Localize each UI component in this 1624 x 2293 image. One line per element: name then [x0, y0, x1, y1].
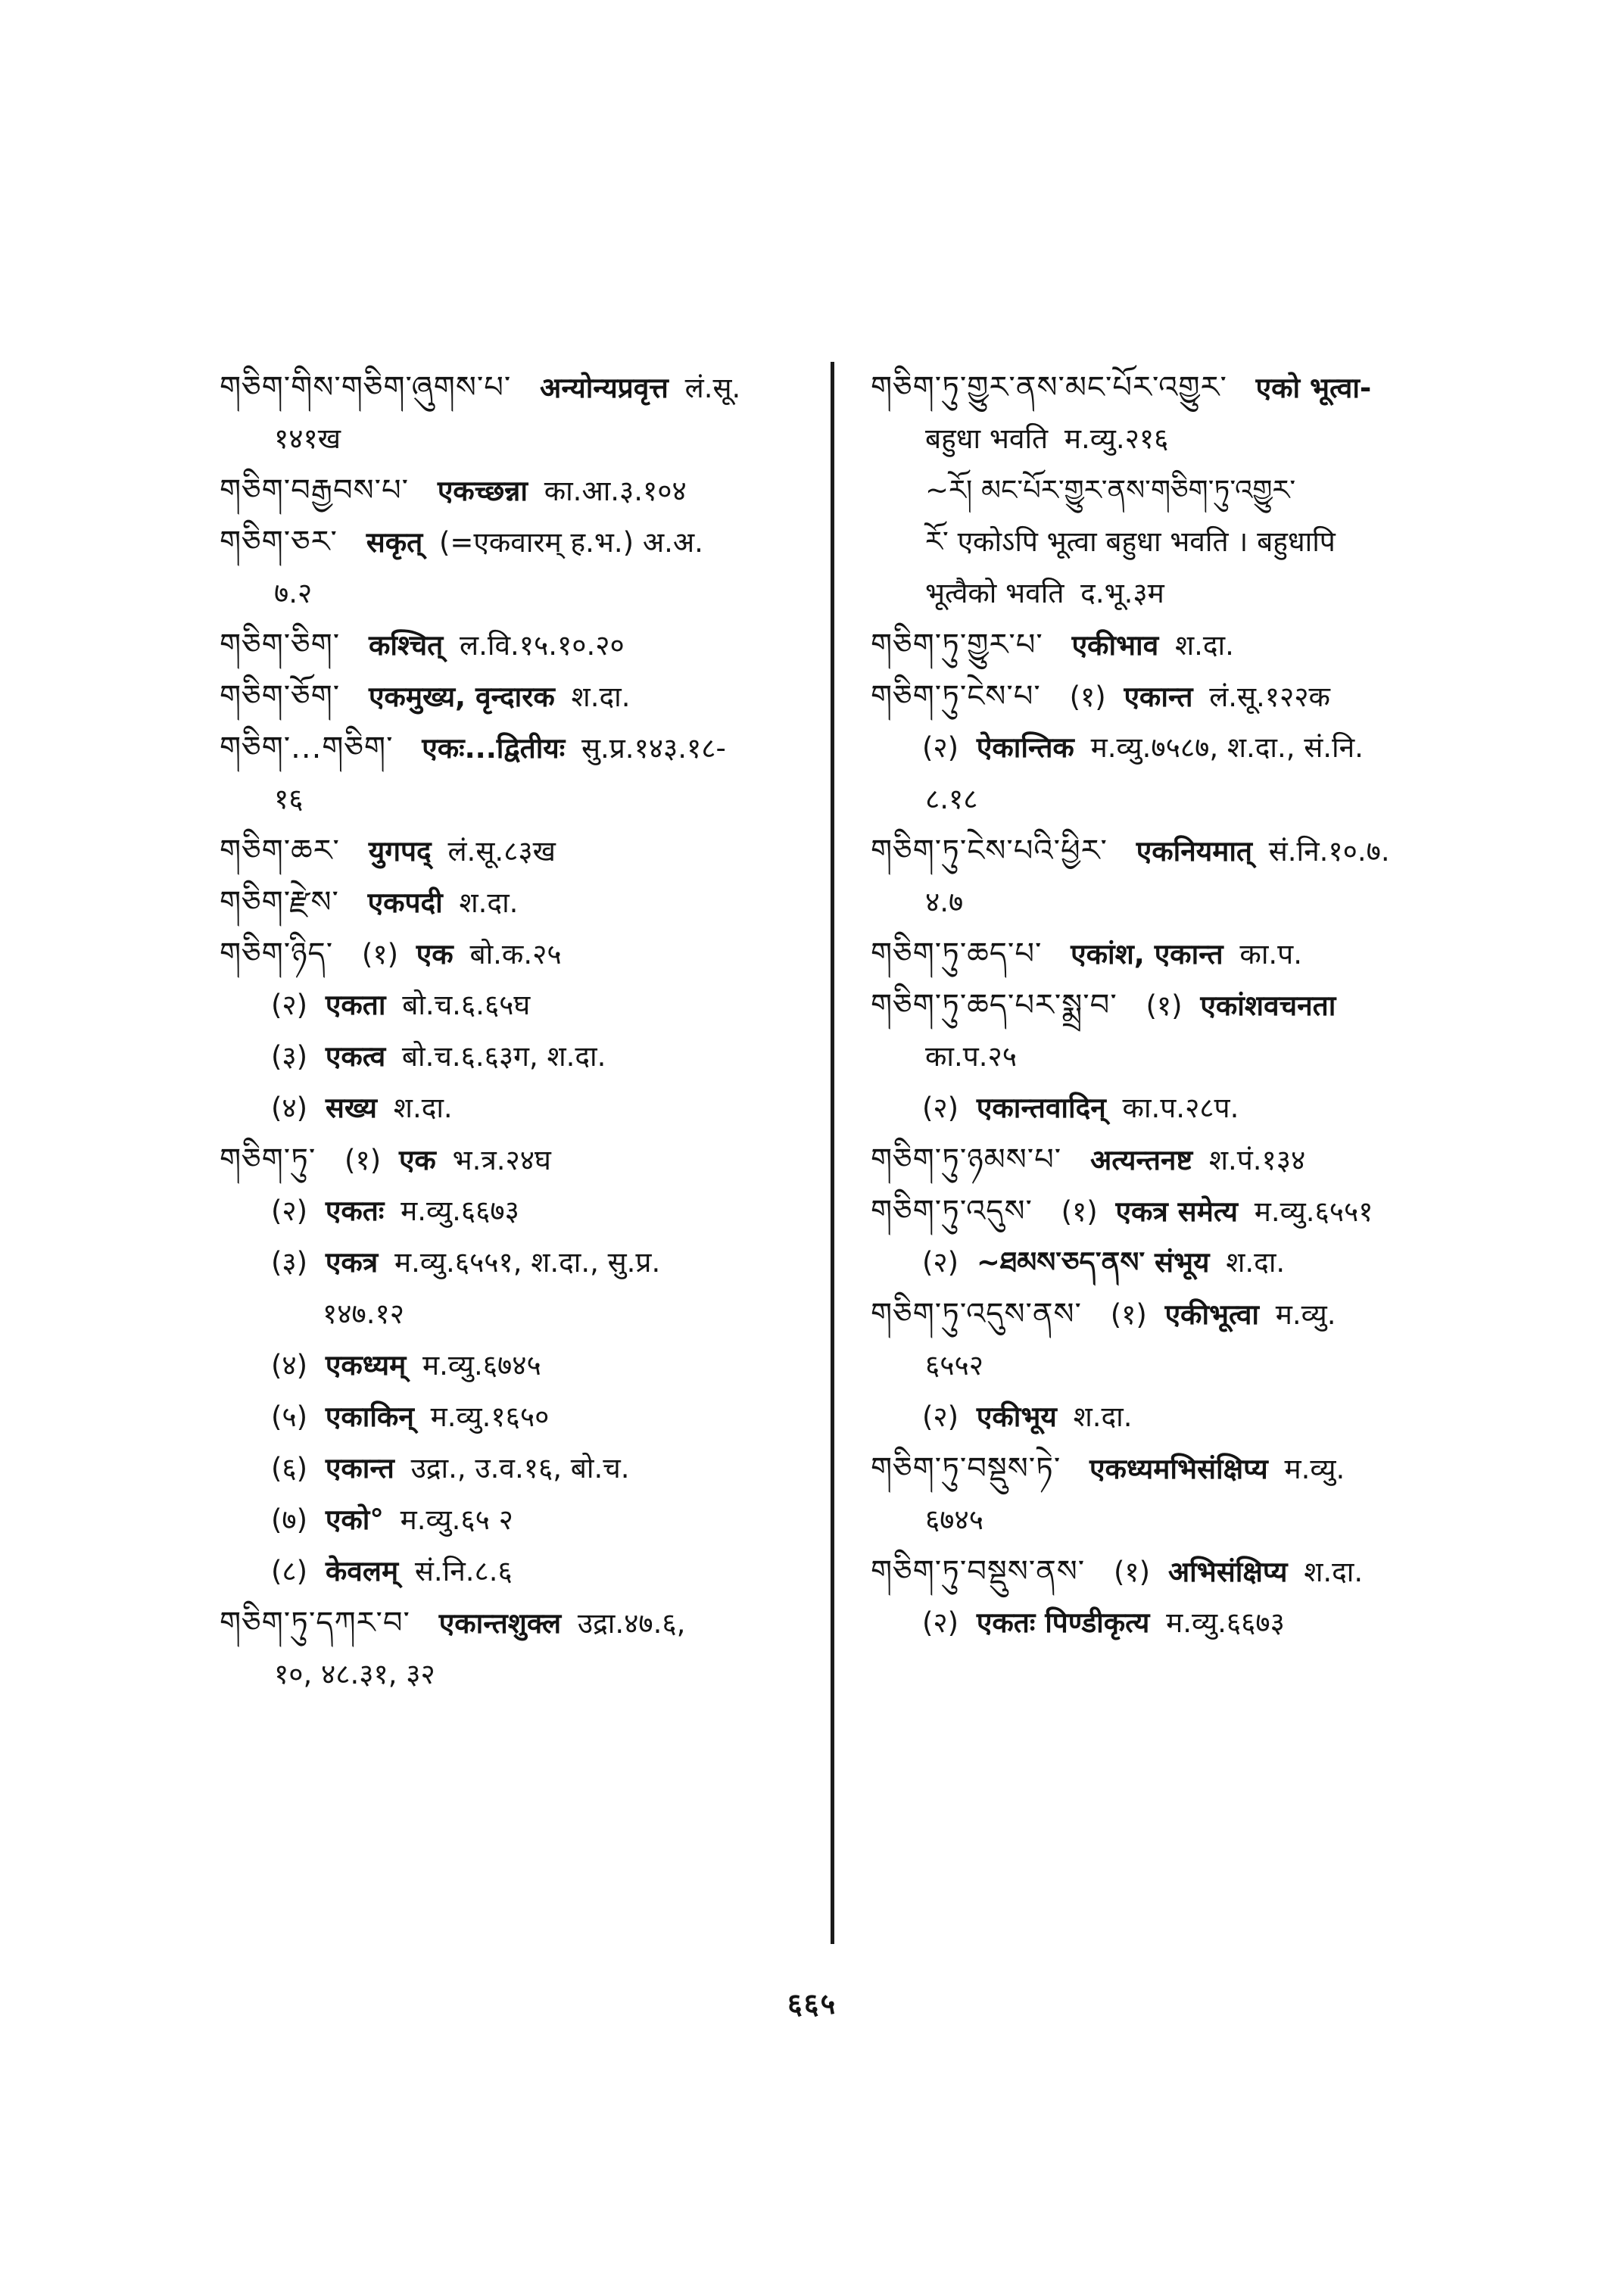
source-reference: का.प. [1239, 938, 1302, 970]
continuation-text: भूत्वैको भवति [925, 577, 1064, 609]
dictionary-entry [871, 928, 1446, 980]
sanskrit-equivalent: युगपद् [368, 835, 432, 868]
tibetan-headword: གཅིག་ཏུ་དཀར་བ་ [220, 1606, 410, 1640]
dictionary-entry [871, 1185, 1446, 1237]
tibetan-headword: གཅིག་ཅར་ [220, 525, 338, 559]
sanskrit-equivalent: अन्योन्यप्रवृत्त [540, 372, 669, 404]
source-reference: बो.क.२५ [469, 938, 562, 970]
source-reference: म.व्यु.६७४५ [422, 1349, 541, 1382]
tibetan-headword: གཅིག་ཅིག་ [220, 628, 341, 662]
sanskrit-equivalent: सकृत् [366, 526, 423, 559]
sanskrit-equivalent: एकांश, एकान्त [1071, 938, 1223, 970]
entry-continuation [871, 877, 1446, 928]
sense-number: (१) [1061, 1195, 1098, 1228]
sanskrit-equivalent: कश्चित् [368, 629, 444, 662]
sense-number: (२) [271, 989, 308, 1021]
tibetan-headword: གཅིག་ཏུ་གྱུར་པ་ [871, 628, 1043, 662]
sanskrit-equivalent: एकता [325, 989, 386, 1021]
sense-number: (१) [1113, 1556, 1151, 1588]
sub-entry [220, 1237, 810, 1288]
sanskrit-equivalent: एकत्र [325, 1246, 379, 1279]
sense-number: (४) [271, 1092, 308, 1124]
dictionary-entry [871, 1443, 1446, 1494]
sub-entry [220, 1391, 810, 1443]
sanskrit-equivalent: एकतः पिण्डीकृत्य [976, 1606, 1150, 1639]
tibetan-headword: གཅིག་ཉིད་ [220, 936, 334, 971]
sense-number: (२) [922, 731, 959, 764]
sense-number: (६) [271, 1452, 308, 1485]
sanskrit-equivalent: एकीभूय [976, 1400, 1057, 1433]
dictionary-entry [871, 825, 1446, 877]
dictionary-entry [220, 465, 810, 516]
continuation-text: १६ [274, 783, 304, 815]
sense-number: (७) [271, 1503, 308, 1536]
source-reference: श.पं.१३४ [1208, 1144, 1306, 1176]
source-reference: म.व्यु.२१६ [1064, 422, 1169, 455]
sense-number: (३) [271, 1040, 308, 1073]
sanskrit-equivalent: एक [416, 938, 454, 970]
sanskrit-equivalent: अभिसंक्षिप्य [1167, 1556, 1288, 1588]
entry-continuation [220, 1288, 810, 1340]
continuation-text: ६७४५ [925, 1503, 983, 1536]
entry-continuation [871, 774, 1446, 825]
source-reference: लं.सू.१२२क [1209, 681, 1330, 713]
sanskrit-equivalent: एकांशवचनता [1200, 989, 1336, 1022]
tibetan-headword: གཅིག་ཏུ་ཆད་པ་ [871, 936, 1043, 971]
sanskrit-equivalent: एक [398, 1144, 436, 1176]
source-reference: म.व्यु.६५५१ [1254, 1195, 1373, 1228]
source-reference: म.व्यु.६६७३ [1166, 1606, 1285, 1639]
dictionary-entry [220, 1597, 810, 1649]
sanskrit-equivalent: ऐकान्तिक [976, 731, 1074, 764]
dictionary-entry [220, 516, 810, 568]
source-reference: द.भू.३म [1080, 577, 1164, 609]
dictionary-entry [220, 619, 810, 671]
sanskrit-equivalent: एकीभूत्वा [1164, 1298, 1260, 1331]
sense-number: (२) [922, 1246, 959, 1279]
dictionary-entry [220, 362, 810, 413]
sanskrit-equivalent: एकध्यमभिसंक्षिप्य [1089, 1453, 1268, 1485]
entry-continuation [871, 568, 1446, 619]
sub-entry [871, 1597, 1446, 1649]
entry-continuation [220, 774, 810, 825]
sub-entry [871, 1237, 1446, 1288]
sub-entry [220, 1494, 810, 1546]
source-reference: म.व्यु. [1275, 1298, 1336, 1331]
sub-entry [220, 1031, 810, 1083]
continuation-text: ६५५२ [925, 1349, 983, 1382]
continuation-text: का.प.२५ [925, 1040, 1018, 1073]
entry-continuation [871, 465, 1446, 516]
source-reference: का.प.२८प. [1122, 1092, 1239, 1124]
sub-entry [220, 1546, 810, 1597]
sub-entry [220, 1083, 810, 1134]
sense-number: (२) [271, 1195, 308, 1227]
entry-continuation [871, 413, 1446, 465]
dictionary-entry [220, 825, 810, 877]
source-reference: म.व्यु.६५ २ [400, 1503, 513, 1536]
entry-continuation [871, 1031, 1446, 1083]
sense-number: (२) [922, 1606, 959, 1639]
source-reference: श.दा. [393, 1092, 453, 1124]
tibetan-headword: གཅིག་ཏུ་ [220, 1142, 316, 1177]
dictionary-entry [871, 1134, 1446, 1185]
tibetan-headword: གཅིག་བརྒྱབས་པ་ [220, 473, 410, 508]
source-reference: म.व्यु.७५८७, श.दा., सं.नि. [1090, 731, 1364, 764]
tibetan-headword: གཅིག་རྫེས་ [220, 885, 339, 920]
sanskrit-equivalent: एकान्तवादिन् [976, 1092, 1106, 1124]
sub-entry [220, 1185, 810, 1237]
dictionary-entry [871, 1546, 1446, 1597]
continuation-text: बहुधा भवति [925, 422, 1049, 455]
tibetan-headword: གཅིག་གིས་གཅིག་ཞུགས་པ་ [220, 370, 512, 405]
source-reference: (=एकवारम् ह.भ.) अ.अ. [438, 526, 703, 559]
sanskrit-equivalent: एकध्यम् [325, 1349, 407, 1382]
source-reference: श.दा. [1226, 1246, 1286, 1279]
sense-number: (८) [271, 1555, 308, 1587]
left-column [220, 362, 810, 1700]
sanskrit-equivalent: एको भूत्वा- [1255, 372, 1372, 404]
source-reference: श.दा. [1073, 1400, 1133, 1433]
sanskrit-equivalent: एकतः [325, 1195, 385, 1227]
sanskrit-equivalent: एकः...द्वितीयः [422, 732, 566, 765]
dictionary-entry [220, 722, 810, 774]
source-reference: का.आ.३.१०४ [544, 475, 687, 507]
source-reference: म.व्यु.६५५१, श.दा., सु.प्र. [394, 1246, 661, 1279]
source-reference: भ.त्र.२४घ [452, 1144, 551, 1176]
source-reference: ल.वि.१५.१०.२० [460, 629, 625, 662]
source-reference: लं.सू.८३ख [447, 835, 556, 868]
source-reference: म.व्यु.१६५० [430, 1400, 550, 1433]
sanskrit-equivalent: एकत्व [325, 1040, 386, 1073]
dictionary-entry [220, 928, 810, 980]
tibetan-headword: གཅིག་ཏུ་བསྡུས་ནས་ [871, 1554, 1086, 1589]
sanskrit-equivalent: एकनियमात् [1136, 835, 1252, 868]
column-divider [831, 362, 834, 1944]
continuation-text: ~ཪོ། མང་པོར་གྱུར་ནས་གཅིག་ཏུ་འགྱུར་ [925, 474, 1296, 506]
dictionary-entry [220, 877, 810, 928]
dictionary-entry [871, 671, 1446, 722]
sense-number: (१) [1146, 989, 1183, 1022]
sense-number: (१) [361, 938, 399, 970]
continuation-text: १४१ख [274, 422, 341, 455]
sanskrit-equivalent: ~ཐམས་ཅད་ནས་ संभूय [976, 1246, 1210, 1279]
sub-entry [220, 980, 810, 1031]
sub-entry [871, 722, 1446, 774]
source-reference: बो.च.६.६५घ [402, 989, 531, 1021]
source-reference: सं.नि.१०.७. [1268, 835, 1390, 868]
continuation-text: १४७.१२ [323, 1298, 404, 1330]
source-reference: श.दा. [1174, 629, 1234, 662]
sense-number: (१) [1069, 681, 1106, 713]
sanskrit-equivalent: एकाकिन् [325, 1400, 414, 1433]
right-column [871, 362, 1446, 1649]
sub-entry [220, 1443, 810, 1494]
continuation-text: १०, ४८.३१, ३२ [274, 1658, 435, 1690]
source-reference: बो.च.६.६३ग, श.दा. [401, 1040, 606, 1073]
sanskrit-equivalent: एको° [325, 1503, 384, 1536]
source-reference: उद्रा.४७.६, [577, 1607, 686, 1640]
sub-entry [871, 1391, 1446, 1443]
sense-number: (१) [1110, 1298, 1147, 1331]
dictionary-entry [871, 619, 1446, 671]
source-reference: श.दा. [1304, 1556, 1364, 1588]
continuation-text: ८.१८ [925, 783, 978, 815]
tibetan-headword: གཅིག་ཆར་ [220, 833, 340, 868]
dictionary-entry [871, 1288, 1446, 1340]
tibetan-headword: གཅིག་ཏུ་ངེས་པ་ [871, 679, 1041, 714]
sanskrit-equivalent: एकत्र समेत्य [1115, 1195, 1239, 1228]
tibetan-headword: གཅིག་ཏུ་ཉམས་པ་ [871, 1142, 1062, 1177]
sanskrit-equivalent: एकमुख्य, वृन्दारक [368, 681, 555, 713]
source-reference: सु.प्र.१४३.१८- [581, 732, 726, 765]
source-reference: श.दा. [571, 681, 631, 713]
dictionary-entry [220, 1134, 810, 1185]
sub-entry [871, 1083, 1446, 1134]
sanskrit-equivalent: अत्यन्तनष्ट [1089, 1144, 1193, 1176]
dictionary-entry [220, 671, 810, 722]
sanskrit-equivalent: एकीभाव [1071, 629, 1159, 662]
continuation-text: རོ་ एकोऽपि भूत्वा बहुधा भवति । बहुधापि [925, 525, 1336, 558]
tibetan-headword: གཅིག་ཏུ་འདུས་ [871, 1194, 1033, 1229]
source-reference: उद्रा., उ.व.१६, बो.च. [410, 1452, 630, 1485]
sense-number: (४) [271, 1349, 308, 1382]
entry-continuation [871, 1340, 1446, 1391]
tibetan-headword: གཅིག་ཅོག་ [220, 679, 341, 714]
dictionary-entry [871, 362, 1446, 413]
entry-continuation [220, 413, 810, 465]
tibetan-headword: གཅིག་ཏུ་ངེས་པའི་ཕྱིར་ [871, 833, 1108, 868]
sense-number: (३) [271, 1246, 308, 1279]
sense-number: (२) [922, 1400, 959, 1433]
sanskrit-equivalent: केवलम् [325, 1555, 399, 1587]
source-reference: लं.सू. [684, 372, 741, 404]
sanskrit-equivalent: एकच्छन्ना [437, 475, 528, 507]
tibetan-headword: གཅིག་ཏུ་བསྡུས་ཏེ་ [871, 1451, 1061, 1486]
tibetan-headword: གཅིག་...གཅིག་ [220, 731, 394, 765]
sense-number: (२) [922, 1092, 959, 1124]
sense-number: (५) [271, 1400, 308, 1433]
continuation-text: ४.७ [925, 886, 964, 918]
tibetan-headword: གཅིག་ཏུ་ཆད་པར་སྨྲ་བ་ [871, 988, 1117, 1023]
source-reference: श.दा. [459, 886, 519, 919]
entry-continuation [220, 568, 810, 619]
sanskrit-equivalent: सख्य [325, 1092, 378, 1124]
sanskrit-equivalent: एकान्तशुक्ल [438, 1607, 562, 1640]
sub-entry [220, 1340, 810, 1391]
tibetan-headword: གཅིག་ཏུ་འདུས་ནས་ [871, 1297, 1082, 1332]
sanskrit-equivalent: एकान्त [325, 1452, 394, 1485]
entry-continuation [871, 1494, 1446, 1546]
entry-continuation [871, 516, 1446, 568]
source-reference: सं.नि.८.६ [414, 1555, 513, 1587]
page-number: ६६५ [787, 1987, 837, 2020]
sanskrit-equivalent: एकान्त [1124, 681, 1193, 713]
sanskrit-equivalent: एकपदी [367, 886, 443, 919]
sense-number: (१) [344, 1144, 382, 1176]
continuation-text: ७.२ [274, 577, 313, 609]
dictionary-entry [871, 980, 1446, 1031]
tibetan-headword: གཅིག་ཏུ་གྱུར་ནས་མང་པོར་འགྱུར་ [871, 370, 1227, 405]
source-reference: म.व्यु.६६७३ [401, 1195, 519, 1227]
entry-continuation [220, 1649, 810, 1700]
source-reference: म.व्यु. [1284, 1453, 1345, 1485]
